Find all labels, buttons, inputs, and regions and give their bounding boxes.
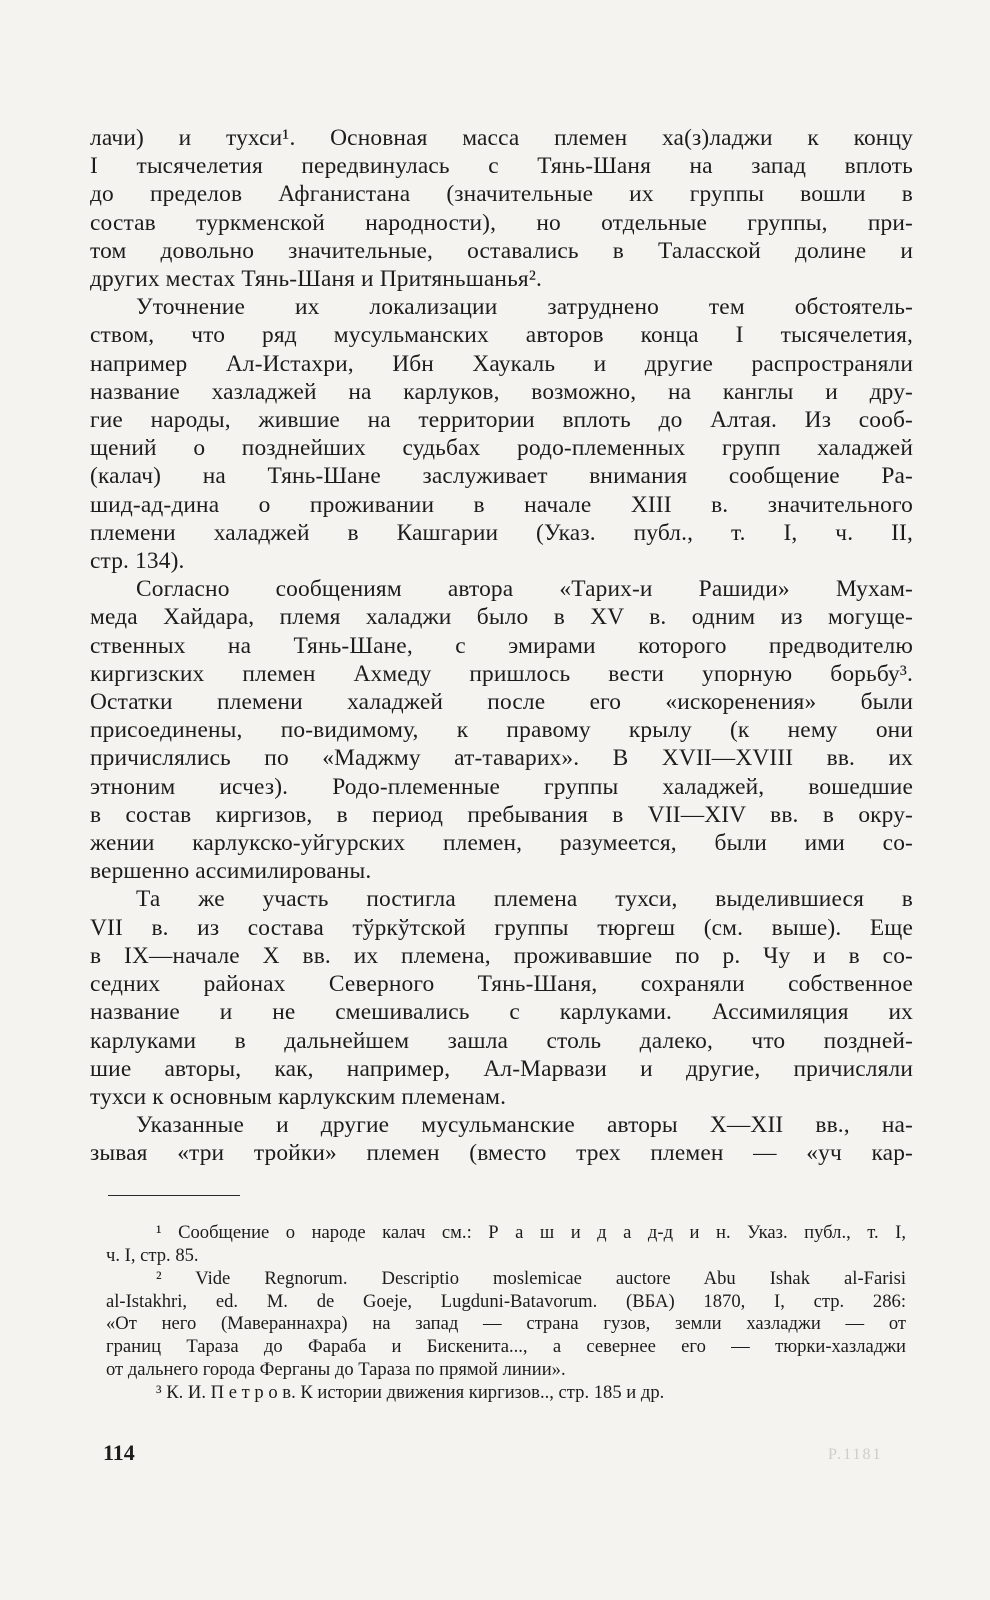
main-text bbox=[90, 124, 913, 1168]
text-line: в IX—начале X вв. их племена, проживавшие по р. Чу и в со- bbox=[90, 942, 913, 969]
text-line: шид-ад-дина о проживании в начале XIII в. значительного bbox=[90, 491, 913, 518]
text-line: Уточнение их локализации затруднено тем обстоятель- bbox=[136, 294, 913, 321]
text-line: присоединены, по-видимому, к правому крылу (к нему они bbox=[90, 717, 913, 744]
footnote-line: ² Vide Regnorum. Descriptio moslemicae auctore Abu Ishak al-Farisi bbox=[156, 1268, 906, 1290]
footnote-line: al-Istakhri, ed. M. de Goeje, Lugduni-Batavorum. (ВБА) 1870, I, стр. 286: bbox=[106, 1290, 906, 1312]
text-line: Указанные и другие мусульманские авторы X—XII вв., на- bbox=[136, 1112, 913, 1139]
text-line: ством, что ряд мусульманских авторов конца I тысячелетия, bbox=[90, 322, 913, 349]
text-line: тухси к основным карлукским племенам. bbox=[90, 1083, 507, 1110]
text-line: киргизских племен Ахмеду пришлось вести упорную борьбу³. bbox=[90, 660, 913, 687]
text-line: Остатки племени халаджей после его «искоренения» были bbox=[90, 689, 913, 716]
footnote-divider bbox=[108, 1195, 240, 1196]
text-line: Та же участь постигла племена тухси, выделившиеся в bbox=[136, 886, 913, 913]
text-line: шие авторы, как, например, Ал-Марвази и другие, причисляли bbox=[90, 1055, 913, 1082]
text-line: VII в. из состава тўркўтской группы тюргеш (см. выше). Еще bbox=[90, 914, 913, 941]
footnote-2 bbox=[106, 1268, 906, 1381]
paragraph-3 bbox=[90, 575, 913, 885]
footnote-1 bbox=[106, 1222, 906, 1267]
footnote-3 bbox=[106, 1382, 906, 1405]
text-line: вершенно ассимилированы. bbox=[90, 858, 372, 885]
text-line: в состав киргизов, в период пребывания в VII—XIV вв. в окру- bbox=[90, 801, 913, 828]
text-line: других местах Тянь-Шаня и Притяньшанья². bbox=[90, 266, 542, 293]
text-line: стр. 134). bbox=[90, 548, 185, 575]
text-line: седних районах Северного Тянь-Шаня, сохраняли собственное bbox=[90, 971, 913, 998]
text-line: Согласно сообщениям автора «Тарих-и Рашиди» Мухам- bbox=[136, 576, 913, 603]
footnotes bbox=[106, 1222, 906, 1406]
text-line: ственных на Тянь-Шане, с эмирами которого предводителю bbox=[90, 632, 913, 659]
page-number: 114 bbox=[103, 1440, 135, 1465]
paragraph-2 bbox=[90, 293, 913, 575]
text-line: (калач) на Тянь-Шане заслуживает внимания сообщение Ра- bbox=[90, 463, 913, 490]
text-line: I тысячелетия передвинулась с Тянь-Шаня на запад вплоть bbox=[90, 153, 913, 180]
text-line: гие народы, жившие на территории вплоть до Алтая. Из сооб- bbox=[90, 407, 913, 434]
text-line: меда Хайдара, племя халаджи было в XV в. одним из могуще- bbox=[90, 604, 913, 631]
text-line: племени халаджей в Кашгарии (Указ. публ., т. I, ч. II, bbox=[90, 519, 913, 546]
text-line: том довольно значительные, оставались в Таласской долине и bbox=[90, 237, 913, 264]
text-line: причислялись по «Маджму ат-таварих». В XVII—XVIII вв. их bbox=[90, 745, 913, 772]
text-line: название и не смешивались с карлуками. Ассимиляция их bbox=[90, 999, 913, 1026]
footnote-line: ³ К. И. П е т р о в. К истории движения киргизов.., стр. 185 и др. bbox=[156, 1382, 665, 1404]
text-line: жении карлукско-уйгурских племен, разумеется, были ими со- bbox=[90, 830, 913, 857]
paragraph-5 bbox=[90, 1111, 913, 1167]
text-line: этноним исчез). Родо-племенные группы халаджей, вошедшие bbox=[90, 773, 913, 800]
footnote-line: «От него (Мавераннахра) на запад — страна гузов, земли хазладжи — от bbox=[106, 1313, 906, 1335]
footnote-line: границ Тараза до Фараба и Бискенита..., а севернее его — тюрки-хазладжи bbox=[106, 1335, 906, 1357]
text-line: зывая «три тройки» племен (вместо трех племен — «уч кар- bbox=[90, 1140, 913, 1167]
footnote-line: от дальнего города Ферганы до Тараза по прямой линии». bbox=[106, 1358, 566, 1380]
text-line: до пределов Афганистана (значительные их группы вошли в bbox=[90, 181, 913, 208]
text-line: щений о позднейших судьбах родо-племенных групп халаджей bbox=[90, 435, 913, 462]
text-line: например Ал-Истахри, Ибн Хаукаль и другие распространяли bbox=[90, 350, 913, 377]
paragraph-4 bbox=[90, 885, 913, 1111]
text-line: лачи) и тухси¹. Основная масса племен ха(з)ладжи к концу bbox=[90, 125, 913, 151]
paragraph-1 bbox=[90, 124, 913, 293]
bleed-through-text: P.1181 bbox=[828, 1446, 883, 1463]
footnote-line: ¹ Сообщение о народе калач см.: Р а ш и д а д-д и н. Указ. публ., т. I, bbox=[156, 1222, 906, 1243]
footnote-line: ч. I, стр. 85. bbox=[106, 1244, 199, 1266]
text-line: состав туркменской народности), но отдельные группы, при- bbox=[90, 209, 913, 236]
text-line: название хазладжей на карлуков, возможно, на канглы и дру- bbox=[90, 378, 913, 405]
text-line: карлуками в дальнейшем зашла столь далеко, что поздней- bbox=[90, 1027, 913, 1054]
